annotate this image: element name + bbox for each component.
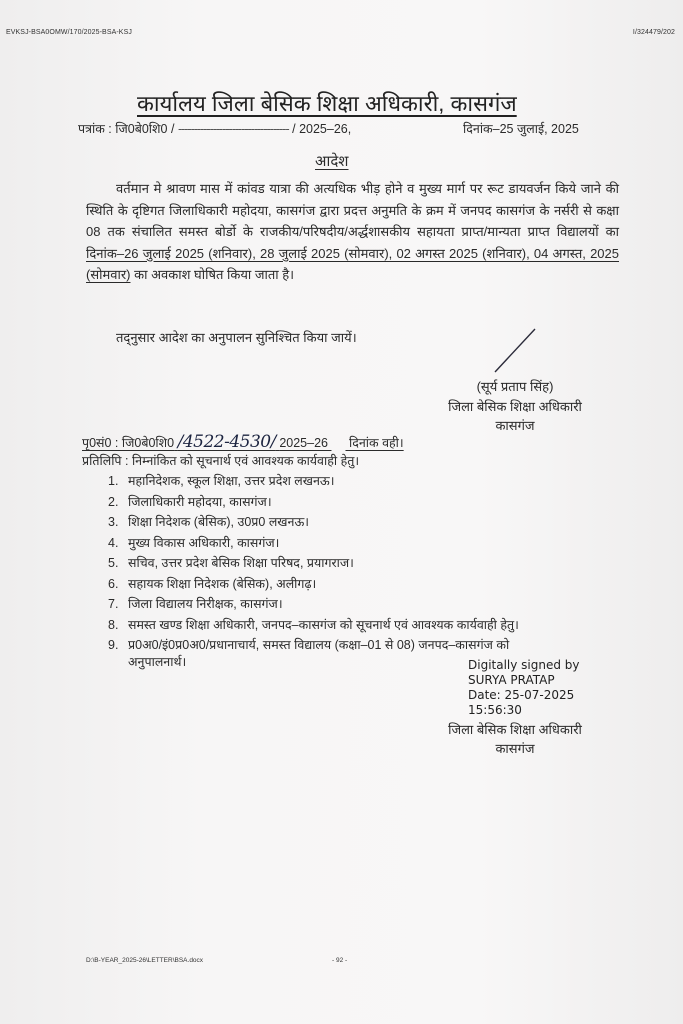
list-item-continued (108, 653, 519, 670)
list-text: सचिव, उत्तर प्रदेश बेसिक शिक्षा परिषद, प्रयागराज। (128, 556, 354, 570)
patrank-line (78, 120, 351, 137)
order-text-end: का अवकाश घोषित किया जाता है। (130, 267, 295, 282)
list-number: 5. (108, 556, 119, 570)
recipients-list (108, 472, 519, 670)
order-text: वर्तमान मे श्रावण मास में कांवड यात्रा की अत्यधिक भीड़ होने व मुख्य मार्ग पर रूट डायवर्जन किये जाने की स्थिति के दृष्टिगत जिलाधिकारी महोदया, कासगंज द्वारा प्रदत्त अनुमति के क्रम में जनपद कासगंज के नर्सरी से कक्षा 08 तक संचालित समस्त बोर्डो के राजकीय/परिषदीय/अर्द्धशासकीय सहायता प्राप्त/मान्यता प्राप्त विद्यालयों का (86, 181, 619, 239)
list-item (108, 472, 519, 493)
order-body-paragraph (86, 178, 619, 286)
copy-ref-label: पृ0सं0 : जि0बे0शि0 (82, 436, 175, 450)
digital-sign-name: SURYA PRATAP (468, 673, 555, 687)
holiday-dates: दिनांक–26 जुलाई 2025 (शनिवार), 28 जुलाई 2025 (सोमवार), 02 अगस्त 2025 (शनिवार), 04 अगस्त, 2025 (सोमवार) (86, 245, 619, 282)
list-text: अनुपालनार्थ। (128, 655, 187, 669)
copy-intro: प्रतिलिपि : निम्नांकित को सूचनार्थ एवं आवश्यक कार्यवाही हेतु। (82, 454, 360, 468)
list-number: 9. (108, 638, 119, 652)
list-item (108, 534, 519, 555)
digital-signature (468, 658, 580, 718)
order-heading: आदेश (315, 153, 349, 170)
digital-signatory-place: कासगंज (495, 741, 535, 756)
list-number: 7. (108, 597, 119, 611)
header-right-ref: I/324479/202 (632, 29, 675, 36)
patrank-year: / 2025–26, (292, 122, 352, 136)
copy-ref-line (82, 432, 404, 452)
digital-signatory-designation: जिला बेसिक शिक्षा अधिकारी (448, 722, 582, 737)
signatory-name: (सूर्य प्रताप सिंह) (476, 379, 554, 394)
handwritten-ref-number: /4522-4530/ (177, 432, 276, 452)
list-item (108, 616, 519, 637)
list-number: 4. (108, 535, 119, 550)
list-number: 8. (108, 617, 119, 632)
list-item (108, 493, 519, 514)
signatory-place: कासगंज (495, 418, 535, 433)
list-text: प्र0अ0/इं0प्र0अ0/प्रधानाचार्य, समस्त विद्यालय (कक्षा–01 से 08) जनपद–कासगंज को (128, 638, 510, 652)
list-item (108, 575, 519, 596)
list-number: 6. (108, 576, 119, 591)
list-item (108, 554, 519, 575)
footer-page-marker: - 92 - (332, 957, 348, 964)
signatory-designation: जिला बेसिक शिक्षा अधिकारी (448, 399, 582, 414)
list-number: 1. (108, 474, 119, 488)
patrank-label: पत्रांक : जि0बे0शि0 / (78, 122, 175, 136)
office-title: कार्यालय जिला बेसिक शिक्षा अधिकारी, कासगंज (137, 91, 517, 116)
footer-file-path: D:\B-YEAR_2025-26\LETTER\BSA.docx (86, 957, 204, 964)
digital-signatory-block (420, 720, 610, 758)
list-text: मुख्य विकास अधिकारी, कासगंज। (128, 535, 280, 550)
compliance-paragraph: तद्नुसार आदेश का अनुपालन सुनिश्चित किया जायें। (116, 330, 357, 345)
digital-sign-line1: Digitally signed by (468, 658, 580, 672)
list-item (108, 513, 519, 534)
list-number: 3. (108, 515, 119, 529)
list-number: 2. (108, 494, 119, 509)
list-text: सहायक शिक्षा निदेशक (बेसिक), अलीगढ़। (128, 576, 317, 591)
list-text: शिक्षा निदेशक (बेसिक), उ0प्र0 लखनऊ। (128, 515, 310, 529)
list-text: समस्त खण्ड शिक्षा अधिकारी, जनपद–कासगंज को सूचनार्थ एवं आवश्यक कार्यवाही हेतु। (128, 617, 519, 632)
copy-ref-year: 2025–26 (279, 436, 328, 450)
digital-sign-time: 15:56:30 (468, 703, 522, 717)
list-text: जिला विद्यालय निरीक्षक, कासगंज। (128, 597, 283, 611)
letter-date: दिनांक–25 जुलाई, 2025 (463, 122, 579, 136)
list-item (108, 595, 519, 616)
header-left-ref: EVKSJ-BSA0OMW/170/2025-BSA-KSJ (6, 29, 132, 36)
copy-ref-date: दिनांक वही। (348, 436, 404, 450)
list-text: महानिदेशक, स्कूल शिक्षा, उत्तर प्रदेश लखनऊ। (128, 474, 335, 488)
signature-stroke-icon (490, 326, 540, 376)
signatory-block (430, 377, 600, 435)
digital-sign-date: Date: 25-07-2025 (468, 688, 575, 702)
list-item (108, 636, 519, 653)
list-text: जिलाधिकारी महोदया, कासगंज। (128, 494, 272, 509)
patrank-blank: ----------------------------------- (177, 122, 289, 136)
